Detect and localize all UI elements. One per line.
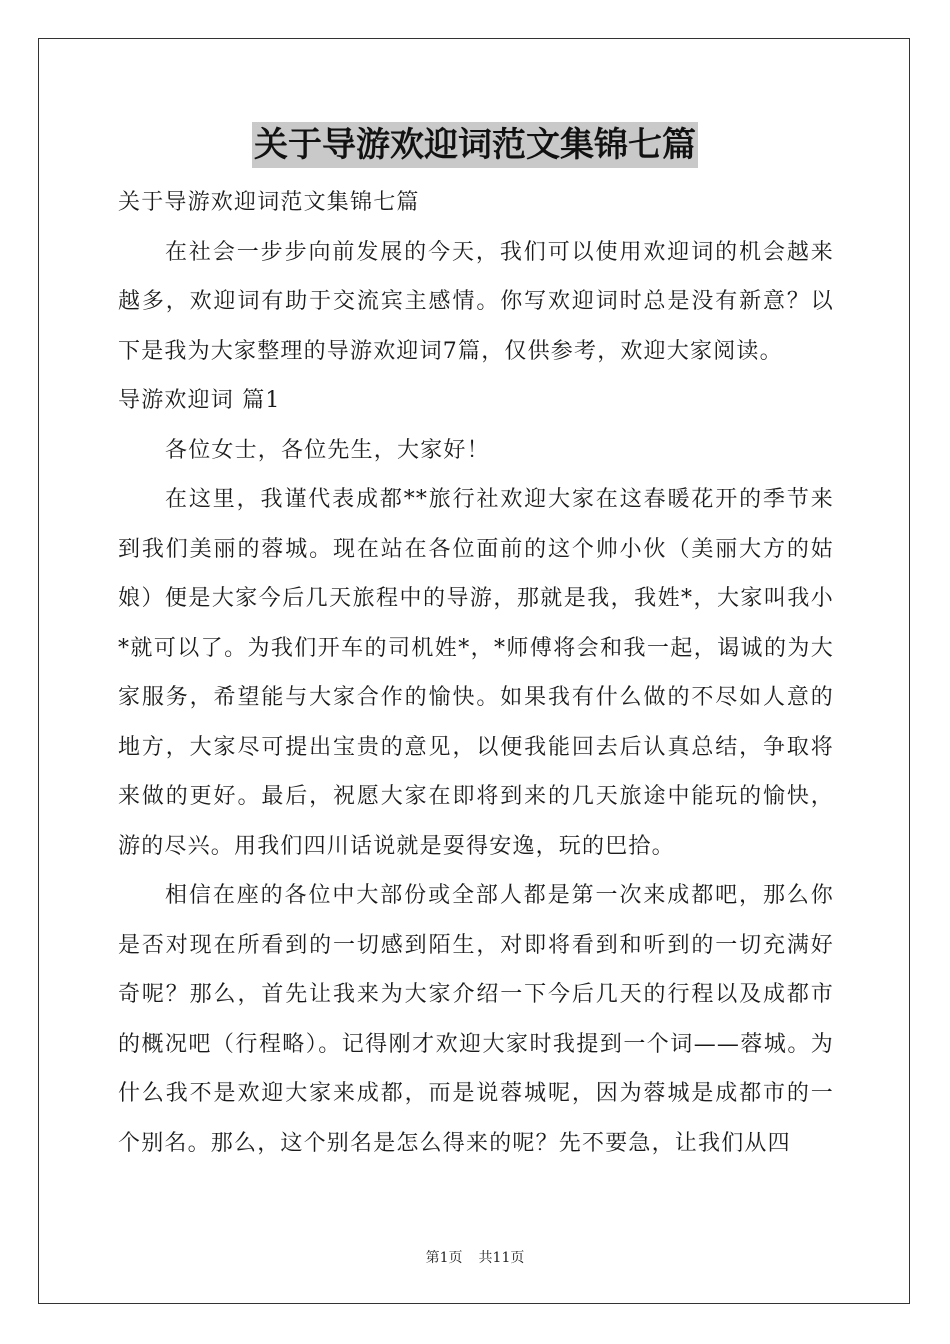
- document-body: [118, 178, 834, 1168]
- intro-paragraph: 在社会一步步向前发展的今天，我们可以使用欢迎词的机会越来越多，欢迎词有助于交流宾主感情。你写欢迎词时总是没有新意？以下是我为大家整理的导游欢迎词7篇，仅供参考，欢迎大家阅读。: [118, 239, 834, 364]
- subtitle: 关于导游欢迎词范文集锦七篇: [118, 190, 420, 215]
- body-paragraph: 在这里，我谨代表成都**旅行社欢迎大家在这春暖花开的季节来到我们美丽的蓉城。现在站在各位面前的这个帅小伙（美丽大方的姑娘）便是大家今后几天旅程中的导游，那就是我，我姓*，大家叫我小*就可以了。为我们开车的司机姓*，*师傅将会和我一起，谒诚的为大家服务，希望能与大家合作的愉快。如果我有什么做的不尽如人意的地方，大家尽可提出宝贵的意见，以便我能回去后认真总结，争取将来做的更好。最后，祝愿大家在即将到来的几天旅途中能玩的愉快，游的尽兴。用我们四川话说就是耍得安逸，玩的巴拾。: [118, 487, 834, 859]
- page-total: 共11页: [478, 1250, 525, 1266]
- page-footer: [0, 1247, 950, 1267]
- title-container: [0, 122, 950, 168]
- body-paragraph: 相信在座的各位中大部份或全部人都是第一次来成都吧，那么你是否对现在所看到的一切感到陌生，对即将看到和听到的一切充满好奇呢？那么，首先让我来为大家介绍一下今后几天的行程以及成都市的概况吧（行程略）。记得刚才欢迎大家时我提到一个词——蓉城。为什么我不是欢迎大家来成都，而是说蓉城呢，因为蓉城是成都市的一个别名。那么，这个别名是怎么得来的呢？先不要急，让我们从四: [118, 883, 834, 1156]
- section-heading: 导游欢迎词 篇1: [118, 388, 281, 413]
- body-paragraph: 各位女士，各位先生，大家好！: [165, 437, 490, 463]
- page-number: 第1页: [425, 1250, 463, 1266]
- document-title: 关于导游欢迎词范文集锦七篇: [252, 122, 698, 168]
